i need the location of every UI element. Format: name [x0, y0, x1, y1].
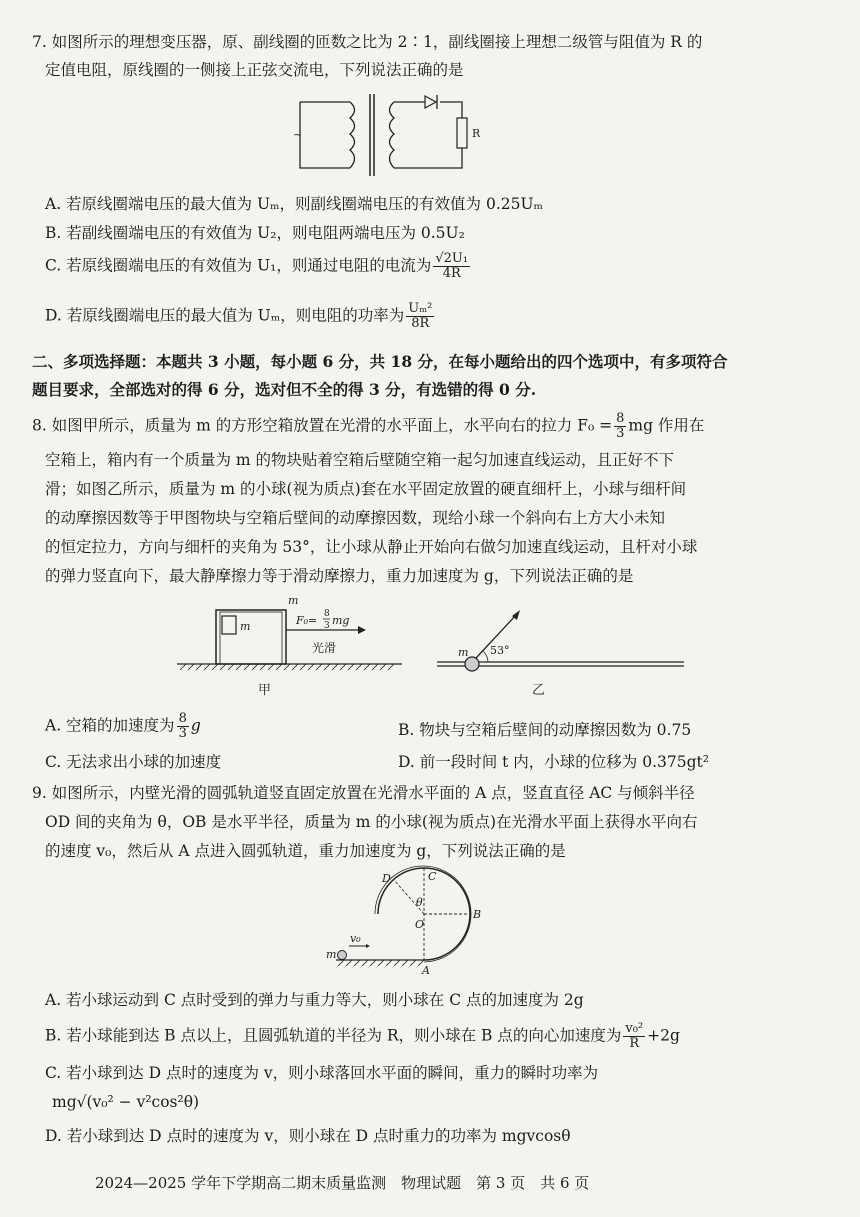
point-d-label: D — [382, 872, 391, 885]
fraction-denominator: 3 — [616, 426, 625, 441]
q7-option-d — [45, 302, 436, 331]
point-o-label: O — [415, 918, 425, 931]
velocity-label: v₀ — [350, 932, 361, 945]
figure-jia-label: 甲 — [258, 683, 272, 698]
q8-stem-line3: 滑；如图乙所示，质量为 m 的小球(视为质点)套在水平固定放置的硬直细杆上，小球与细杆间 — [45, 480, 687, 498]
q8-option-b: B. 物块与空箱后壁间的动摩擦因数为 0.75 — [398, 721, 692, 739]
q8-option-c: C. 无法求出小球的加速度 — [45, 753, 222, 771]
q8-figures — [172, 590, 722, 702]
q7-option-c-text: C. 若原线圈端电压的有效值为 U₁，则通过电阻的电流为 — [45, 256, 432, 275]
q8-stem-line6: 的弹力竖直向下，最大静摩擦力等于滑动摩擦力，重力加速度为 g，下列说法正确的是 — [45, 567, 634, 585]
q7-stem-line1: 7. 如图所示的理想变压器，原、副线圈的匝数之比为 2∶1，副线圈接上理想二级管与阻值为 R 的 — [32, 33, 703, 51]
theta-label: θ — [416, 896, 423, 909]
circular-track-diagram — [312, 858, 512, 980]
force-label-unit: mg — [332, 614, 350, 627]
q9-option-b — [45, 1022, 680, 1051]
page-footer: 2024—2025 学年下学期高二期末质量监测 物理试题 第 3 页 共 6 页 — [95, 1174, 590, 1192]
q7-stem-line2: 定值电阻，原线圈的一侧接上正弦交流电，下列说法正确的是 — [45, 61, 464, 79]
q9-option-d: D. 若小球到达 D 点时的速度为 v，则小球在 D 点时重力的功率为 mgvcosθ — [45, 1127, 571, 1145]
force-fraction-num: 8 — [324, 609, 330, 619]
q7-option-b: B. 若副线圈端电压的有效值为 U₂，则电阻两端电压为 0.5U₂ — [45, 224, 465, 242]
fraction-numerator: √2U₁ — [435, 251, 469, 266]
q8-stem-line1-b: mg 作用在 — [628, 416, 705, 435]
q7-option-d-text: D. 若原线圈端电压的最大值为 Uₘ，则电阻的功率为 — [45, 306, 405, 325]
point-a-label: A — [422, 964, 430, 977]
q7-option-c-fraction — [433, 252, 470, 281]
q8-option-a-text: A. 空箱的加速度为 — [45, 716, 175, 735]
fraction-numerator: Uₘ² — [408, 301, 433, 316]
q7-option-a: A. 若原线圈端电压的最大值为 Uₘ，则副线圈端电压的有效值为 0.25Uₘ — [45, 195, 544, 213]
q8-option-a — [45, 712, 201, 741]
q8-option-d: D. 前一段时间 t 内，小球的位移为 0.375gt² — [398, 753, 709, 771]
q7-option-c — [45, 252, 472, 281]
transformer-diagram — [290, 88, 480, 180]
fraction-numerator: 8 — [616, 411, 625, 426]
fraction-numerator: 8 — [178, 711, 187, 726]
q8-stem-line2: 空箱上，箱内有一个质量为 m 的物块贴着空箱后壁随空箱一起匀加速直线运动，且正好不下 — [45, 451, 675, 469]
q9-option-b-fraction — [623, 1022, 645, 1051]
q8-option-a-fraction — [177, 712, 189, 741]
fraction-numerator: v₀² — [625, 1021, 644, 1036]
q9-option-b-tail: +2g — [647, 1026, 680, 1045]
section2-heading-line1: 二、多项选择题：本题共 3 小题，每小题 6 分，共 18 分，在每小题给出的四个选项中，有多项符合 — [32, 352, 728, 371]
q8-stem-line1 — [32, 412, 704, 441]
angle-label: 53° — [490, 644, 510, 657]
figure-yi-label: 乙 — [532, 683, 546, 698]
smooth-surface-label: 光滑 — [312, 641, 337, 655]
q7-option-d-fraction — [406, 302, 434, 331]
q8-option-a-unit: g — [190, 716, 201, 735]
fraction-denominator: R — [629, 1036, 640, 1051]
q9-stem-line1: 9. 如图所示，内壁光滑的圆弧轨道竖直固定放置在光滑水平面的 A 点，竖直直径 AC 与倾斜半径 — [32, 784, 695, 802]
q9-option-c-line1: C. 若小球到达 D 点时的速度为 v，则小球落回水平面的瞬间，重力的瞬时功率为 — [45, 1064, 599, 1082]
fraction-denominator: 8R — [411, 316, 430, 331]
q9-stem-line3: 的速度 v₀，然后从 A 点进入圆弧轨道，重力加速度为 g，下列说法正确的是 — [45, 842, 566, 860]
fraction-denominator: 3 — [178, 726, 187, 741]
ac-source-symbol: ~ — [293, 128, 303, 141]
box-mass-label: m — [288, 594, 299, 607]
force-label-prefix: F₀= — [296, 614, 318, 627]
q8-stem-line1-a: 8. 如图甲所示，质量为 m 的方形空箱放置在光滑的水平面上，水平向右的拉力 F₀ = — [32, 416, 613, 435]
q9-option-b-text: B. 若小球能到达 B 点以上，且圆弧轨道的半径为 R，则小球在 B 点的向心加速度为 — [45, 1026, 622, 1045]
block-mass-label: m — [240, 620, 251, 633]
q9-stem-line2: OD 间的夹角为 θ，OB 是水平半径，质量为 m 的小球(视为质点)在光滑水平面上获得水平向右 — [45, 813, 698, 831]
ball-mass-label: m — [458, 646, 469, 659]
force-label — [295, 614, 317, 627]
q8-force-fraction — [614, 412, 626, 441]
force-fraction-den: 3 — [324, 621, 330, 631]
q9-option-c-line2: mg√(v₀² − v²cos²θ) — [52, 1093, 200, 1111]
ball-mass-label: m — [326, 948, 337, 961]
point-c-label: C — [428, 870, 437, 883]
fraction-denominator: 4R — [442, 266, 461, 281]
q9-option-a: A. 若小球运动到 C 点时受到的弹力与重力等大，则小球在 C 点的加速度为 2g — [45, 991, 584, 1009]
q8-stem-line5: 的恒定拉力，方向与细杆的夹角为 53°，让小球从静止开始向右做匀加速直线运动，且杆对小球 — [45, 538, 698, 556]
q8-stem-line4: 的动摩擦因数等于甲图物块与空箱后壁间的动摩擦因数，现给小球一个斜向右上方大小未知 — [45, 509, 666, 527]
point-b-label: B — [473, 908, 482, 921]
section2-heading-line2: 题目要求，全部选对的得 6 分，选对但不全的得 3 分，有选错的得 0 分. — [32, 380, 537, 399]
resistor-label: R — [472, 127, 480, 140]
